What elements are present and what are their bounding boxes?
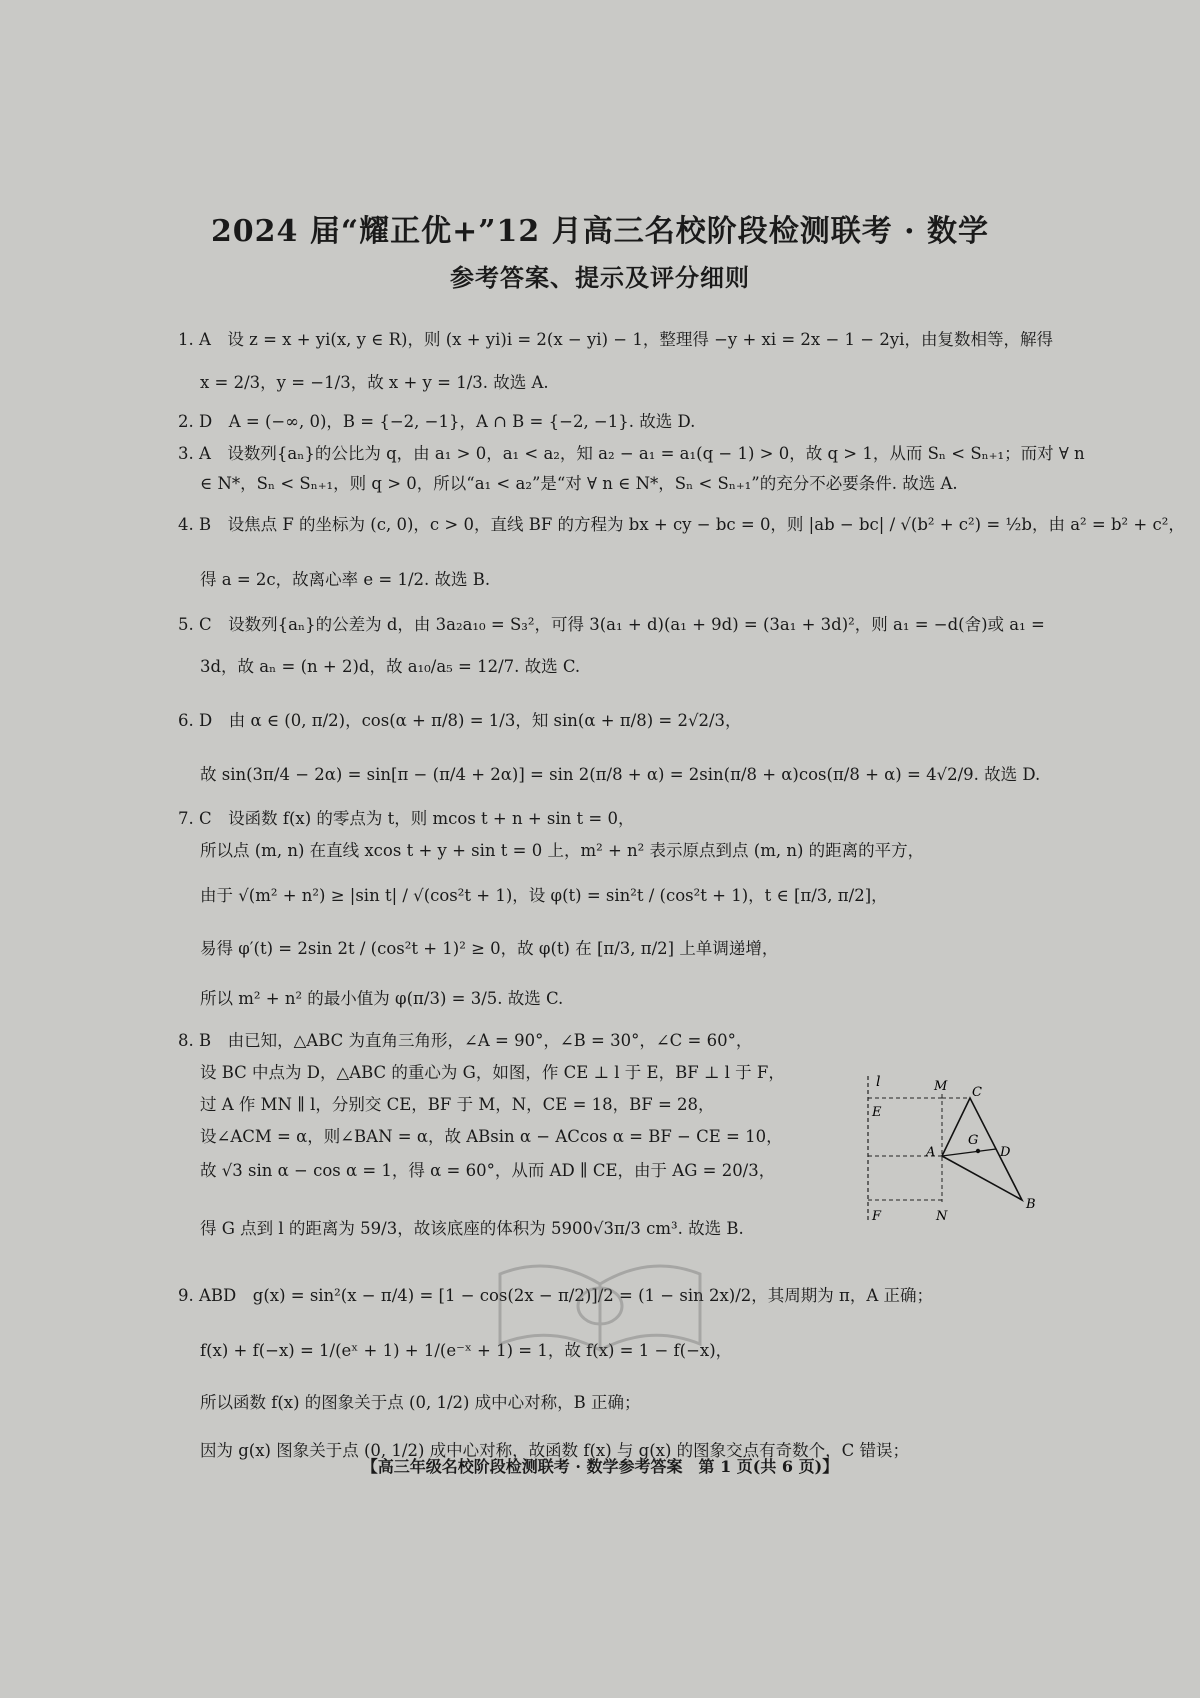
answer-8-line-1: 8. B 由已知，△ABC 为直角三角形，∠A = 90°，∠B = 30°，∠C = 60°， [178,1031,753,1050]
answer-3-line-1: 3. A 设数列{aₙ}的公比为 q，由 a₁ > 0，a₁ < a₂，知 a₂ − a₁ = a₁(q − 1) > 0，故 q > 1，从而 Sₙ < Sₙ₊₁；而对 ∀ n [178,444,1085,463]
answer-4-line-2: 得 a = 2c，故离心率 e = 1/2. 故选 B. [200,570,491,589]
label-f: F [872,1209,882,1224]
label-n: N [936,1209,948,1224]
answer-9-line-1: 9. ABD g(x) = sin²(x − π/4) = [1 − cos(2x − π/2)]/2 = (1 − sin 2x)/2，其周期为 π，A 正确； [178,1286,934,1305]
label-c: C [972,1085,982,1100]
answer-7-line-5: 所以 m² + n² 的最小值为 φ(π/3) = 3/5. 故选 C. [200,989,564,1008]
page-title: 2024 届“耀正优+”12 月高三名校阶段检测联考 · 数学 [210,214,990,249]
answer-9-line-4: 因为 g(x) 图象关于点 (0, 1/2) 成中心对称，故函数 f(x) 与 g(x) 的图象交点有奇数个，C 错误； [200,1441,910,1460]
segment-ad [942,1149,996,1156]
label-l: l [876,1074,881,1090]
answer-8-line-5: 故 √3 sin α − cos α = 1，得 α = 60°，从而 AD ∥ CE，由于 AG = 20/3， [200,1161,776,1180]
geometry-figure [862,1072,1052,1227]
answer-5-line-1: 5. C 设数列{aₙ}的公差为 d，由 3a₂a₁₀ = S₃²，可得 3(a₁ + d)(a₁ + 9d) = (3a₁ + 3d)²，则 a₁ = −d(舍)或 a₁ = [178,615,1045,634]
answer-7-line-4: 易得 φ′(t) = 2sin 2t / (cos²t + 1)² ≥ 0，故 φ(t) 在 [π/3, π/2] 上单调递增， [200,939,779,958]
answer-8-line-2: 设 BC 中点为 D，△ABC 的重心为 G，如图，作 CE ⊥ l 于 E，BF ⊥ l 于 F， [200,1063,785,1082]
label-m: M [934,1079,948,1094]
answer-1-line-1: 1. A 设 z = x + yi(x, y ∈ R)，则 (x + yi)i = 2(x − yi) − 1，整理得 −y + xi = 2x − 1 − 2yi，由复数相等，解得 [178,330,1053,349]
answer-7-line-1: 7. C 设函数 f(x) 的零点为 t，则 mcos t + n + sin t = 0， [178,809,635,828]
answer-1-line-2: x = 2/3，y = −1/3，故 x + y = 1/3. 故选 A. [200,373,549,392]
answer-8-line-4: 设∠ACM = α，则∠BAN = α，故 ABsin α − ACcos α = BF − CE = 10， [200,1127,783,1146]
answer-2-line-1: 2. D A = (−∞, 0)，B = {−2, −1}，A ∩ B = {−2, −1}. 故选 D. [178,412,696,431]
answer-5-line-2: 3d，故 aₙ = (n + 2)d，故 a₁₀/a₅ = 12/7. 故选 C. [200,657,581,676]
answer-8-line-3: 过 A 作 MN ∥ l，分别交 CE，BF 于 M，N，CE = 18，BF = 28， [200,1095,715,1114]
page-subtitle: 参考答案、提示及评分细则 [450,263,750,292]
book-watermark-icon [490,1244,710,1356]
answer-6-line-1: 6. D 由 α ∈ (0, π/2)，cos(α + π/8) = 1/3，知 sin(α + π/8) = 2√2/3， [178,711,742,730]
answer-3-line-2: ∈ N*，Sₙ < Sₙ₊₁，则 q > 0，所以“a₁ < a₂”是“对 ∀ n ∈ N*，Sₙ < Sₙ₊₁”的充分不必要条件. 故选 A. [200,474,958,493]
label-d: D [1000,1145,1011,1160]
answer-8-line-6: 得 G 点到 l 的距离为 59/3，故该底座的体积为 5900√3π/3 cm³. 故选 B. [200,1219,744,1238]
label-b: B [1026,1197,1036,1212]
answer-9-line-3: 所以函数 f(x) 的图象关于点 (0, 1/2) 成中心对称，B 正确； [200,1393,641,1412]
page-footer: 【高三年级名校阶段检测联考 · 数学参考答案 第 1 页(共 6 页)】 [361,1457,839,1476]
answer-7-line-3: 由于 √(m² + n²) ≥ |sin t| / √(cos²t + 1)，设 φ(t) = sin²t / (cos²t + 1)，t ∈ [π/3, π/2]， [200,886,888,905]
answer-9-line-2: f(x) + f(−x) = 1/(eˣ + 1) + 1/(e⁻ˣ + 1) = 1，故 f(x) = 1 − f(−x)， [200,1341,733,1360]
label-a: A [926,1145,936,1160]
answer-6-line-2: 故 sin(3π/4 − 2α) = sin[π − (π/4 + 2α)] = sin 2(π/8 + α) = 2sin(π/8 + α)cos(π/8 + α) = 4√2/9. 故选 D. [200,765,1041,784]
label-g: G [968,1133,979,1148]
answer-7-line-2: 所以点 (m, n) 在直线 xcos t + y + sin t = 0 上，m² + n² 表示原点到点 (m, n) 的距离的平方， [200,841,925,860]
label-e: E [872,1105,882,1120]
point-g [976,1149,980,1153]
answer-4-line-1: 4. B 设焦点 F 的坐标为 (c, 0)，c > 0，直线 BF 的方程为 bx + cy − bc = 0，则 |ab − bc| / √(b² + c²) = ½b，由 a² = b² + c²， [178,515,1185,534]
